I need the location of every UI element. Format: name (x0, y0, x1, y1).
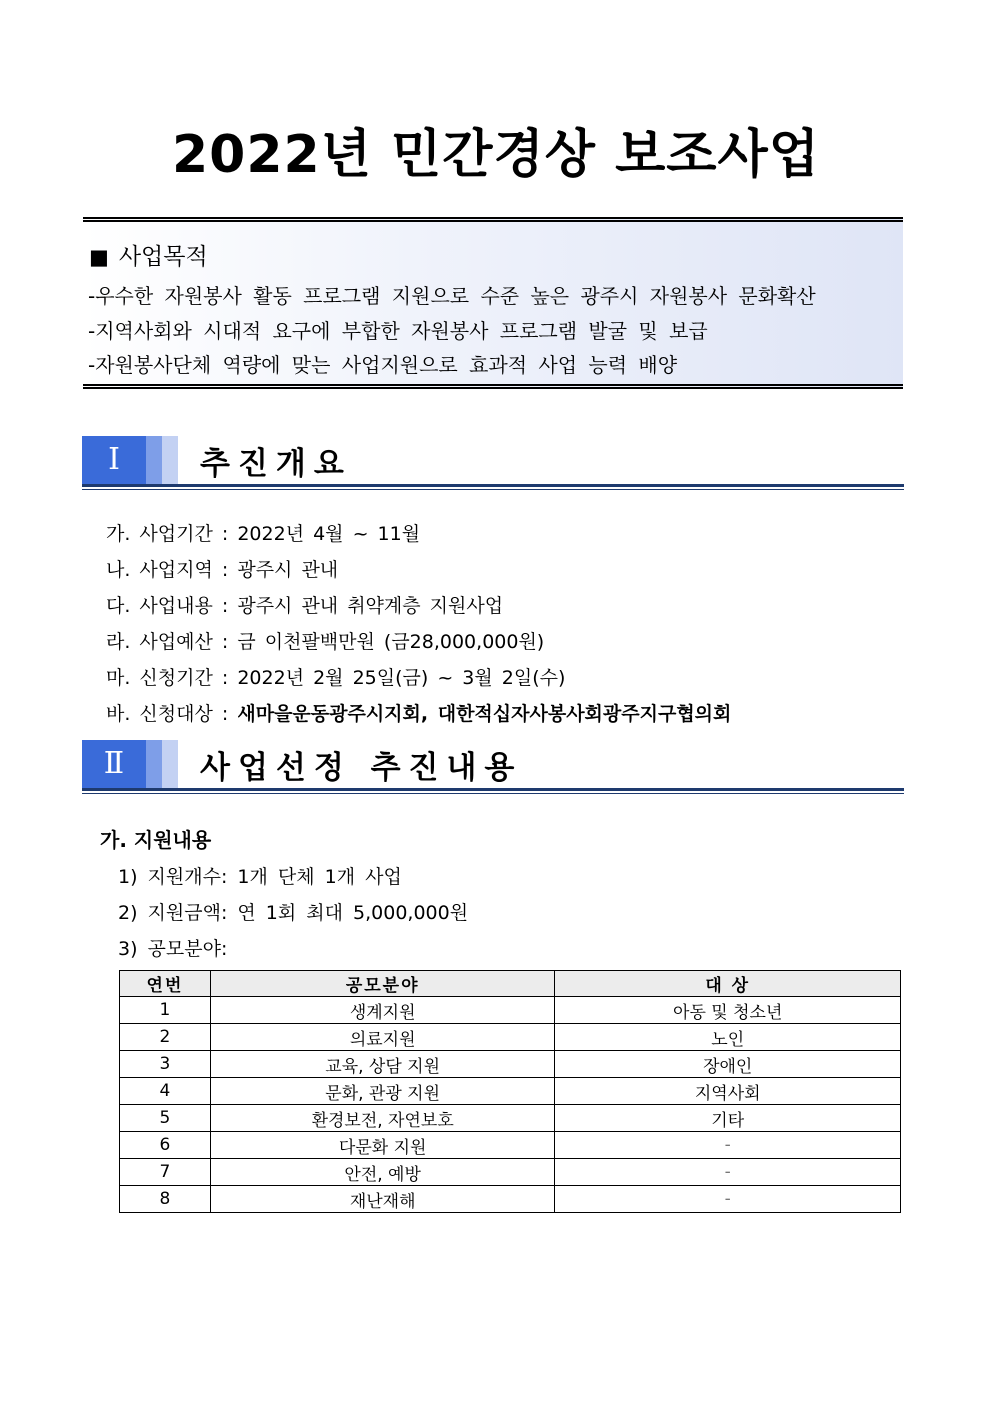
application-fields-table (119, 970, 901, 1213)
row-field: 의료지원 (210, 1024, 555, 1051)
row-number: 5 (120, 1105, 211, 1132)
column-header-number: 연번 (120, 971, 211, 997)
row-field: 교육, 상담 지원 (210, 1051, 555, 1078)
row-field: 생계지원 (210, 997, 555, 1024)
document-title: 2022년 민간경상 보조사업 (171, 125, 821, 185)
purpose-box (83, 217, 903, 389)
purpose-line: -자원봉사단체 역량에 맞는 사업지원으로 효과적 사업 능력 배양 (88, 353, 678, 377)
row-field: 다문화 지원 (210, 1132, 555, 1159)
section-2-header (82, 740, 904, 792)
purpose-heading-text: 사업목적 (118, 244, 208, 270)
overview-separator: : (212, 559, 238, 581)
table-row (120, 1024, 901, 1051)
row-number: 4 (120, 1078, 211, 1105)
row-number: 6 (120, 1132, 211, 1159)
section-number: Ⅱ (82, 740, 146, 788)
table-row (120, 1051, 901, 1078)
overview-separator: : (212, 523, 238, 545)
row-number: 7 (120, 1159, 211, 1186)
table-row (120, 1132, 901, 1159)
purpose-heading (89, 238, 208, 271)
overview-value: 새마을운동광주시지회, 대한적십자사봉사회광주지구협의회 (237, 703, 732, 725)
square-bullet-icon: ■ (89, 245, 109, 269)
overview-key: 가. 사업기간 (106, 523, 213, 545)
section-number: Ⅰ (82, 436, 146, 484)
support-item: 2) 지원금액: 연 1회 최대 5,000,000원 (118, 902, 469, 924)
table-row (120, 1186, 901, 1213)
support-item: 3) 공모분야: (118, 938, 228, 960)
row-field: 재난재해 (210, 1186, 555, 1213)
column-header-target: 대 상 (555, 971, 901, 997)
overview-value: 2022년 2월 25일(금) ~ 3월 2일(수) (237, 667, 566, 689)
purpose-line: -지역사회와 시대적 요구에 부합한 자원봉사 프로그램 발굴 및 보급 (88, 319, 708, 343)
overview-value: 광주시 관내 취약계층 지원사업 (237, 595, 504, 617)
overview-key: 마. 신청기간 (106, 667, 213, 689)
row-field: 안전, 예방 (210, 1159, 555, 1186)
overview-item (106, 519, 420, 546)
overview-item (106, 699, 731, 726)
overview-item (106, 591, 503, 618)
subsection-heading: 가. 지원내용 (100, 828, 212, 852)
row-target: 지역사회 (555, 1078, 901, 1105)
row-target: 아동 및 청소년 (555, 997, 901, 1024)
row-number: 2 (120, 1024, 211, 1051)
overview-key: 다. 사업내용 (106, 595, 213, 617)
overview-value: 광주시 관내 (237, 559, 339, 581)
section-rule (82, 793, 904, 794)
section-rule (82, 484, 904, 487)
overview-separator: : (212, 631, 238, 653)
overview-item (106, 555, 338, 582)
table-header-row (120, 971, 901, 997)
overview-item (106, 663, 565, 690)
support-item: 1) 지원개수: 1개 단체 1개 사업 (118, 866, 402, 888)
section-1-header (82, 436, 904, 488)
overview-key: 라. 사업예산 (106, 631, 213, 653)
section-bar-accent (146, 740, 162, 788)
row-number: 3 (120, 1051, 211, 1078)
overview-key: 바. 신청대상 (106, 703, 213, 725)
section-bar-accent (146, 436, 162, 484)
section-rule (82, 788, 904, 791)
overview-separator: : (212, 667, 238, 689)
overview-value: 금 이천팔백만원 (금28,000,000원) (237, 631, 545, 653)
table-row (120, 1078, 901, 1105)
row-number: 1 (120, 997, 211, 1024)
purpose-line: -우수한 자원봉사 활동 프로그램 지원으로 수준 높은 광주시 자원봉사 문화확산 (88, 284, 816, 308)
row-target: - (555, 1186, 901, 1213)
table-row (120, 997, 901, 1024)
overview-separator: : (212, 595, 238, 617)
overview-value: 2022년 4월 ~ 11월 (237, 523, 421, 545)
table-row (120, 1159, 901, 1186)
section-title: 사업선정 추진내용 (200, 750, 523, 786)
section-rule (82, 489, 904, 490)
overview-key: 나. 사업지역 (106, 559, 213, 581)
overview-separator: : (212, 703, 238, 725)
table-row (120, 1105, 901, 1132)
column-header-field: 공모분야 (210, 971, 555, 997)
row-target: - (555, 1132, 901, 1159)
row-field: 환경보전, 자연보호 (210, 1105, 555, 1132)
section-bar-accent (162, 740, 178, 788)
row-target: 노인 (555, 1024, 901, 1051)
section-title: 추진개요 (200, 446, 352, 482)
row-target: - (555, 1159, 901, 1186)
row-target: 장애인 (555, 1051, 901, 1078)
overview-item (106, 627, 544, 654)
row-field: 문화, 관광 지원 (210, 1078, 555, 1105)
row-number: 8 (120, 1186, 211, 1213)
section-bar-accent (162, 436, 178, 484)
row-target: 기타 (555, 1105, 901, 1132)
